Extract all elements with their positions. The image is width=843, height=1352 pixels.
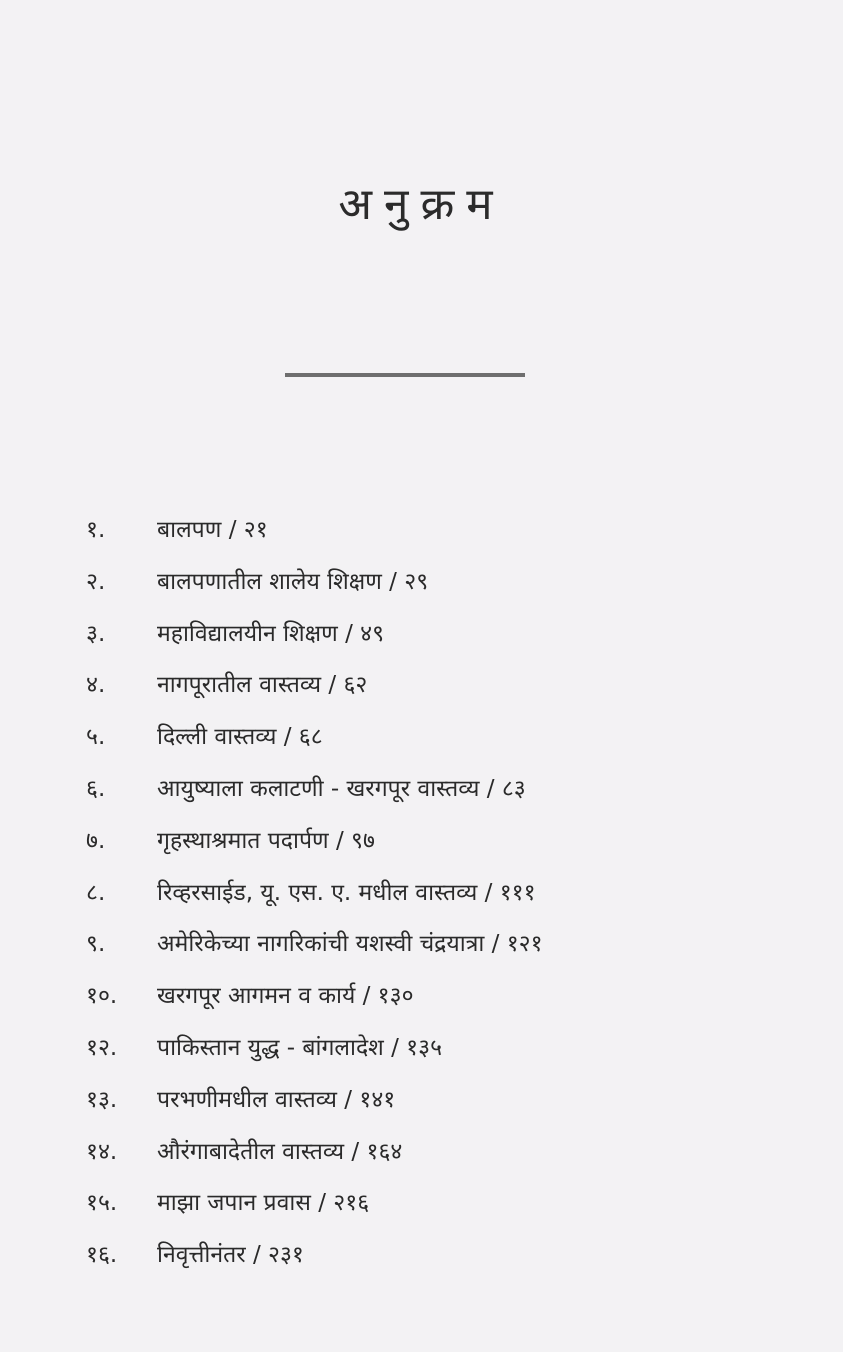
toc-entry-title: औरंगाबादेतील वास्तव्य / १६४ (157, 1138, 403, 1165)
toc-entry (0, 717, 843, 769)
toc-entry-number: ५. (86, 724, 106, 751)
toc-entry-title: आयुष्याला कलाटणी - खरगपूर वास्तव्य / ८३ (157, 775, 526, 802)
toc-entry (0, 665, 843, 717)
toc-entry-title: माझा जपान प्रवास / २१६ (157, 1190, 370, 1217)
toc-entry-number: १०. (86, 983, 118, 1010)
toc-entry-number: १३. (86, 1086, 118, 1113)
table-of-contents (0, 510, 843, 1287)
toc-entry-number: १५. (86, 1190, 118, 1217)
toc-entry-number: ८. (86, 879, 106, 906)
toc-entry-title: खरगपूर आगमन व कार्य / १३० (157, 983, 414, 1010)
toc-entry (0, 510, 843, 562)
toc-entry (0, 1080, 843, 1132)
toc-entry (0, 924, 843, 976)
toc-entry-number: ३. (86, 620, 106, 647)
toc-entry (0, 1183, 843, 1235)
toc-entry-number: १. (86, 517, 106, 543)
title-divider (285, 373, 525, 377)
toc-entry-title: निवृत्तीनंतर / २३१ (157, 1242, 304, 1269)
toc-entry-number: १२. (86, 1034, 118, 1061)
toc-entry-number: ९. (86, 931, 106, 958)
toc-entry-title: नागपूरातील वास्तव्य / ६२ (157, 672, 368, 699)
toc-entry (0, 614, 843, 666)
toc-entry-title: महाविद्यालयीन शिक्षण / ४९ (157, 620, 385, 647)
toc-entry (0, 873, 843, 925)
toc-entry-number: १४. (86, 1138, 118, 1165)
toc-entry (0, 1235, 843, 1287)
toc-entry-number: ७. (86, 827, 106, 854)
toc-entry-number: १६. (86, 1242, 118, 1269)
toc-entry (0, 1132, 843, 1184)
toc-entry-number: २. (86, 568, 106, 595)
toc-entry-title: अमेरिकेच्या नागरिकांची यशस्वी चंद्रयात्रा / १२१ (157, 931, 543, 958)
toc-entry (0, 1028, 843, 1080)
toc-entry-title: रिव्हरसाईड, यू. एस. ए. मधील वास्तव्य / १११ (157, 879, 536, 906)
toc-entry (0, 821, 843, 873)
toc-entry-title: बालपणातील शालेय शिक्षण / २९ (157, 568, 429, 595)
toc-entry-title: दिल्ली वास्तव्य / ६८ (157, 724, 323, 751)
toc-entry-title: बालपण / २१ (157, 517, 268, 543)
toc-entry (0, 769, 843, 821)
page-title: अनुक्रम (338, 179, 505, 230)
toc-entry (0, 976, 843, 1028)
toc-entry (0, 562, 843, 614)
toc-entry-number: ६. (86, 775, 106, 802)
toc-entry-title: परभणीमधील वास्तव्य / १४१ (157, 1086, 396, 1113)
toc-entry-number: ४. (86, 672, 106, 699)
toc-entry-title: गृहस्थाश्रमात पदार्पण / ९७ (157, 827, 375, 854)
toc-entry-title: पाकिस्तान युद्ध - बांगलादेश / १३५ (157, 1034, 443, 1061)
